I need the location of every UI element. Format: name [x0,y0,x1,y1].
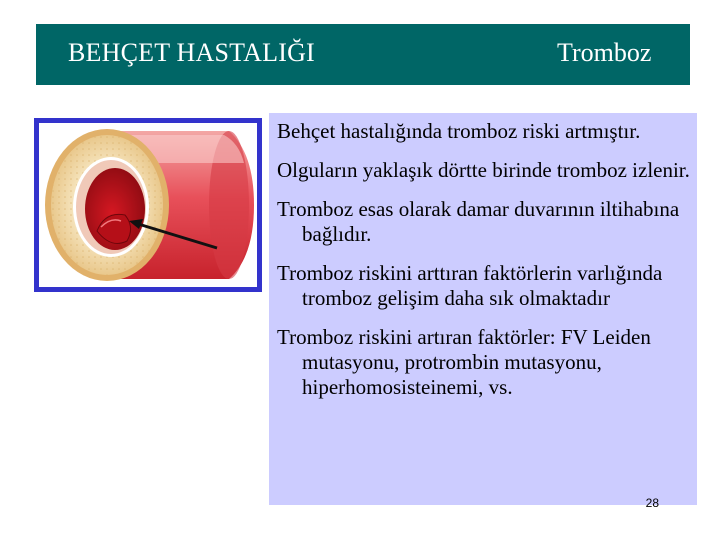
bullet-list [277,119,695,414]
bullet-item: Tromboz riskini arttıran faktörlerin varlığında tromboz gelişim daha sık olmaktadır [277,261,663,310]
blood-vessel-image [34,118,262,292]
content-panel [269,113,697,510]
bullet-item: Tromboz esas olarak damar duvarının iltihabına bağlıdır. [277,197,680,246]
blood-vessel-icon [39,123,257,287]
slide-header [36,24,690,85]
bullet-item: Behçet hastalığında tromboz riski artmıştır. [277,119,641,143]
bullet-item: Olguların yaklaşık dörtte birinde tromboz izlenir. [277,158,690,182]
slide-subtitle: Tromboz [557,38,652,67]
bullet-item: Tromboz riskini artıran faktörler: FV Leiden mutasyonu, protrombin mutasyonu, hiperhomosisteinemi, vs. [277,325,651,399]
slide-title: BEHÇET HASTALIĞI [68,38,315,67]
page-number: 28 [645,496,659,510]
